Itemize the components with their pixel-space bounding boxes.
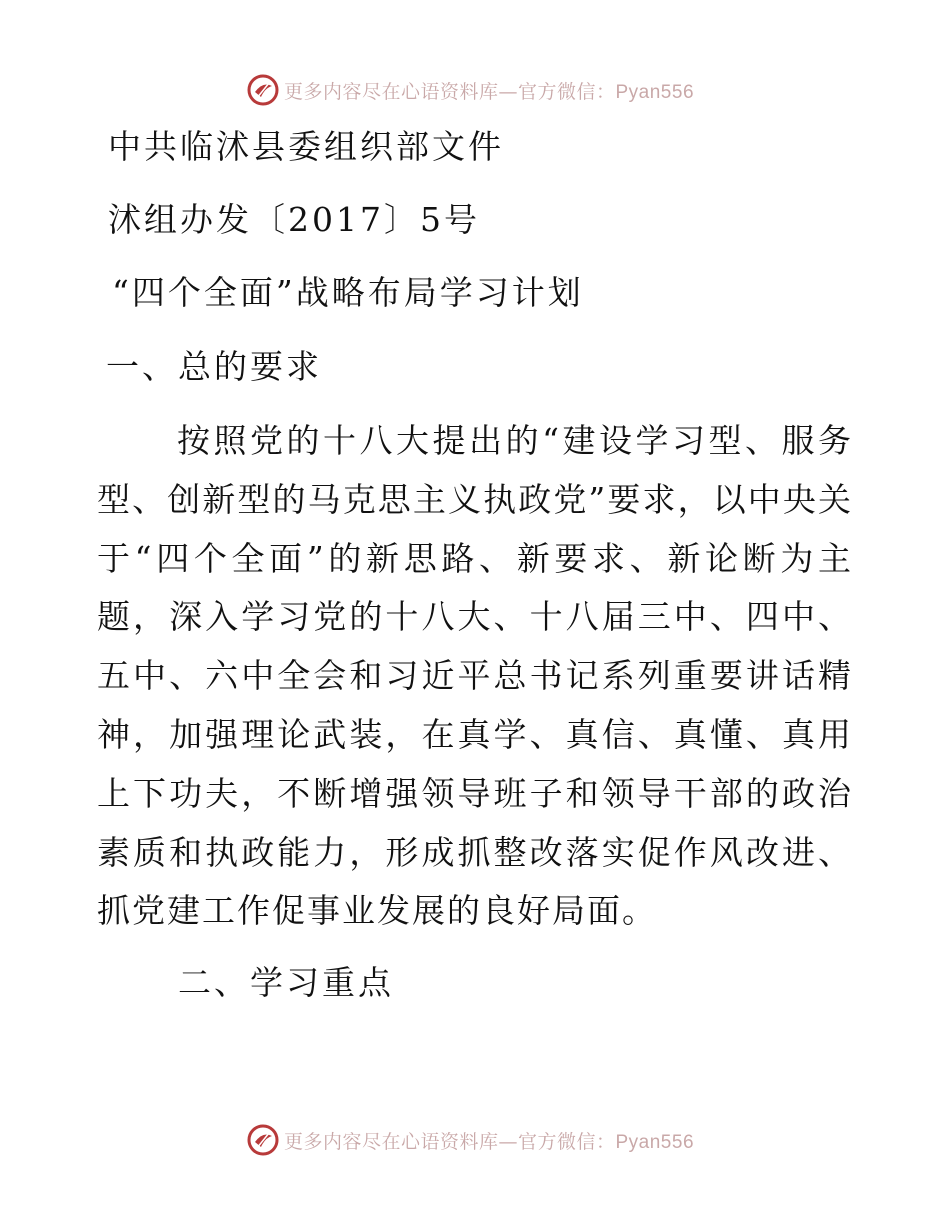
wechat-id: Pyan556 xyxy=(615,1131,695,1153)
watermark-footer xyxy=(0,1120,950,1160)
brand-logo-icon xyxy=(246,1123,280,1157)
document-number: 沭组办发〔2017〕5号 xyxy=(108,200,480,239)
watermark-header xyxy=(0,70,950,110)
wechat-id: Pyan556 xyxy=(615,81,695,103)
brand-logo-icon xyxy=(246,73,280,107)
document-title: “四个全面”战略布局学习计划 xyxy=(112,273,584,312)
section-body-requirements: 按照党的十八大提出的“建设学习型、服务型、创新型的马克思主义执政党”要求，以中央关于“四个全面”的新思路、新要求、新论断为主题，深入学习党的十八大、十八届三中、四中、五中、六中全会和习近平总书记系列重要讲话精神，加强理论武装，在真学、真信、真懂、真用上下功夫，不断增强领导班子和领导干部的政治素质和执政能力，形成抓整改落实促作风改进、抓党建工作促事业发展的良好局面。 xyxy=(97,421,853,931)
watermark-text: 更多内容尽在心语资料库—官方微信：Pyan556 xyxy=(283,1130,695,1153)
watermark-text: 更多内容尽在心语资料库—官方微信：Pyan556 xyxy=(283,80,695,103)
section-heading-requirements: 一、总的要求 xyxy=(106,347,322,386)
section-heading-focus: 二、学习重点 xyxy=(178,963,394,1002)
issuer-line: 中共临沭县委组织部文件 xyxy=(108,127,504,166)
